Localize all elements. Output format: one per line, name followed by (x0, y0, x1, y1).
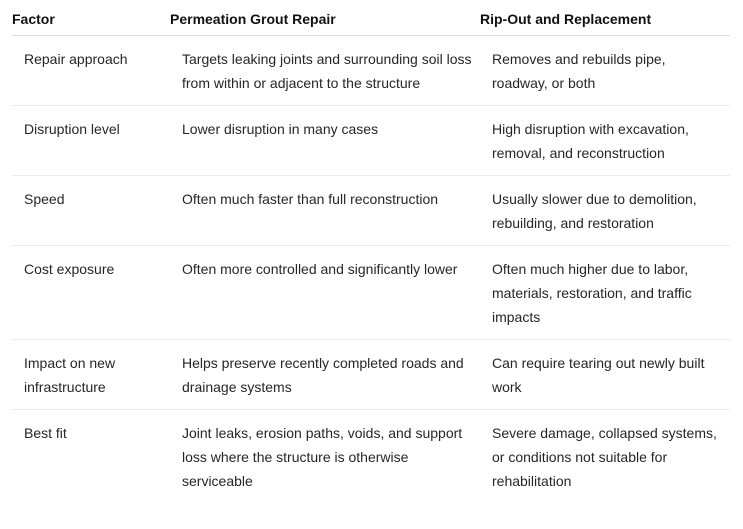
cell-rip-out: Usually slower due to demolition, rebuilding, and restoration (480, 176, 730, 246)
cell-rip-out: Can require tearing out newly built work (480, 340, 730, 410)
cell-factor: Disruption level (12, 106, 170, 176)
cell-factor: Speed (12, 176, 170, 246)
table-row (12, 176, 730, 246)
table-row (12, 36, 730, 106)
cell-rip-out: Often much higher due to labor, materials, restoration, and traffic impacts (480, 246, 730, 340)
column-header-factor: Factor (12, 0, 170, 36)
cell-permeation-grout: Lower disruption in many cases (170, 106, 480, 176)
table-row (12, 410, 730, 504)
cell-factor: Cost exposure (12, 246, 170, 340)
cell-rip-out: Removes and rebuilds pipe, roadway, or both (480, 36, 730, 106)
table-row (12, 340, 730, 410)
cell-permeation-grout: Often much faster than full reconstruction (170, 176, 480, 246)
cell-rip-out: High disruption with excavation, removal, and reconstruction (480, 106, 730, 176)
table-row (12, 246, 730, 340)
column-header-rip-out-and-replacement: Rip-Out and Replacement (480, 0, 730, 36)
cell-factor: Repair approach (12, 36, 170, 106)
column-header-permeation-grout-repair: Permeation Grout Repair (170, 0, 480, 36)
cell-permeation-grout: Joint leaks, erosion paths, voids, and support loss where the structure is otherwise serviceable (182, 425, 463, 489)
table-body (12, 36, 730, 504)
header-row (12, 0, 730, 36)
cell-permeation-grout: Targets leaking joints and surrounding soil loss from within or adjacent to the structure (170, 36, 480, 106)
cell-factor: Impact on new infrastructure (12, 340, 170, 410)
table-row (12, 106, 730, 176)
cell-factor: Best fit (24, 425, 67, 441)
table-header (12, 0, 730, 36)
cell-permeation-grout: Often more controlled and significantly lower (170, 246, 480, 340)
cell-rip-out: Severe damage, collapsed systems, or conditions not suitable for rehabilitation (492, 425, 717, 489)
comparison-table (12, 0, 730, 503)
cell-permeation-grout: Helps preserve recently completed roads and drainage systems (170, 340, 480, 410)
